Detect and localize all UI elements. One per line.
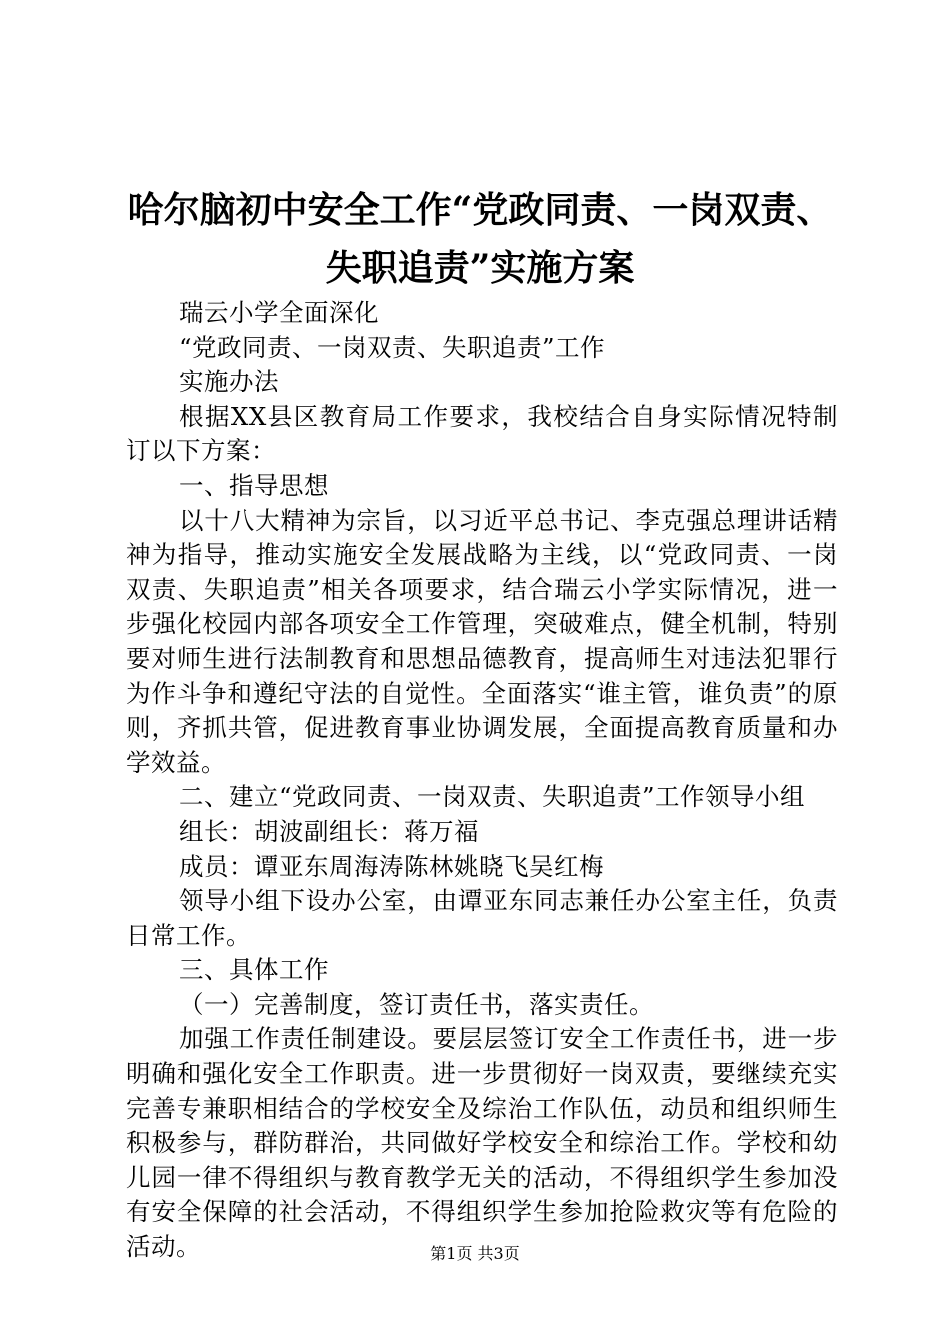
heading-leadership-group: 二、建立“党政同责、一岗双责、失职追责”工作领导小组 (179, 782, 806, 812)
paragraph-intro: 根据XX县区教育局工作要求，我校结合自身实际情况特制订以下方案： (126, 401, 838, 466)
page-footer (0, 1243, 950, 1265)
paragraph-responsibility: 加强工作责任制建设。要层层签订安全工作责任书，进一步明确和强化安全工作职责。进一步贯彻好一岗双责，要继续充实完善专兼职相结合的学校安全及综治工作队伍，动员和组织师生积极参与，群防群治，共同做好学校安全和综治工作。学校和幼儿园一律不得组织与教育教学无关的活动，不得组织学生参加没有安全保障的社会活动，不得组织学生参加抢险救灾等有危险的活动。 (126, 1024, 838, 1262)
document-body (126, 296, 838, 1265)
paragraph-implementation: 实施办法 (179, 367, 279, 397)
heading-specific-work: 三、具体工作 (179, 955, 329, 985)
page-number: 第1页 共3页 (430, 1244, 520, 1263)
document-title-line-2: 失职追责”实施方案 (325, 247, 635, 289)
paragraph-guiding-ideology: 以十八大精神为宗旨，以习近平总书记、李克强总理讲话精神为指导，推动实施安全发展战略为主线，以“党政同责、一岗双责、失职追责”相关各项要求，结合瑞云小学实际情况，进一步强化校园内部各项安全工作管理，突破难点，健全机制，特别要对师生进行法制教育和思想品德教育，提高师生对违法犯罪行为作斗争和遵纪守法的自觉性。全面落实“谁主管，谁负责”的原则，齐抓共管，促进教育事业协调发展，全面提高教育质量和办学效益。 (126, 505, 838, 777)
paragraph-office: 领导小组下设办公室，由谭亚东同志兼任办公室主任，负责日常工作。 (126, 886, 838, 950)
paragraph-group-members: 成员：谭亚东周海涛陈林姚晓飞吴红梅 (179, 851, 604, 881)
paragraph-group-leaders: 组长：胡波副组长：蒋万福 (179, 816, 479, 846)
heading-guiding-ideology: 一、指导思想 (179, 470, 329, 500)
paragraph-school-name: 瑞云小学全面深化 (179, 298, 379, 327)
subheading-improve-system: （一）完善制度，签订责任书，落实责任。 (179, 989, 654, 1019)
document-title-line-1: 哈尔脑初中安全工作“党政同责、一岗双责、 (127, 189, 833, 231)
paragraph-subtitle: “党政同责、一岗双责、失职追责”工作 (179, 332, 606, 362)
